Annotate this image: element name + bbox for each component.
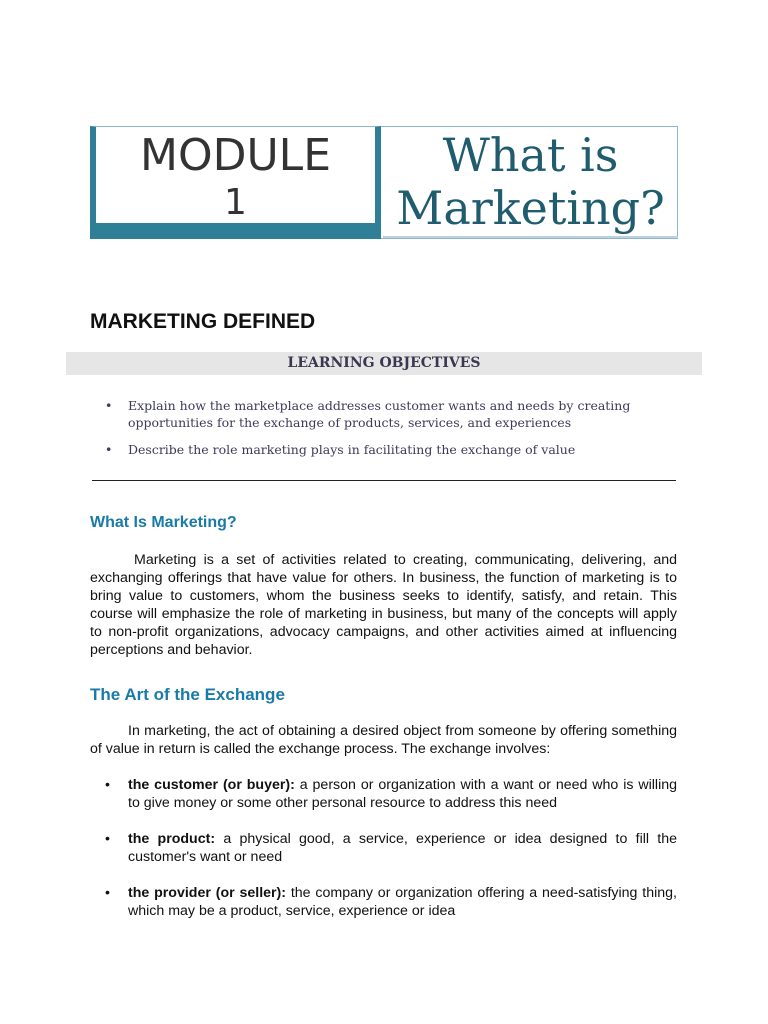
paragraph-marketing-definition: Marketing is a set of activities related to creating, communicating, delivering, and exchanging offerings that have value for others. In business, the function of marketing is to bring value to customers, whom the business seeks to identify, satisfy, and retain. This course will emphasize the role of marketing in business, but many of the concepts will apply to non-profit organizations, advocacy campaigns, and other activities aimed at influencing perceptions and behavior.: [90, 552, 677, 658]
list-item: • Explain how the marketplace addresses customer wants and needs by creating opportunities for the exchange of products, services, and experiences: [128, 397, 648, 431]
list-item-text: the company or organization offering a need-satisfying thing, which may be a product, service, experience or idea: [128, 885, 677, 919]
list-item-text: a person or organization with a want or need who is willing to give money or some other personal resource to address this need: [128, 777, 677, 811]
exchange-list: [128, 776, 677, 938]
learning-objectives-band: [66, 352, 702, 375]
list-item-text: a physical good, a service, experience or idea designed to fill the customer's want or need: [128, 831, 678, 865]
module-title-box: [383, 127, 678, 238]
module-label-box: [90, 126, 381, 239]
module-number: 1: [224, 182, 247, 223]
learning-objectives-list: [128, 397, 648, 468]
list-item: [128, 830, 677, 866]
subheading-what-is-marketing: What Is Marketing?: [90, 514, 237, 531]
list-item: [128, 776, 677, 812]
module-header: [90, 126, 678, 239]
module-word: MODULE: [140, 130, 331, 181]
list-item-term: the product:: [128, 831, 216, 847]
module-title-line-2: Marketing?: [396, 181, 665, 235]
list-item-term: the provider (or seller):: [128, 885, 286, 901]
section-heading: MARKETING DEFINED: [90, 310, 316, 333]
list-item: • Describe the role marketing plays in facilitating the exchange of value: [128, 441, 648, 458]
subheading-art-of-exchange: The Art of the Exchange: [90, 685, 285, 704]
divider: [92, 480, 676, 481]
list-item: [128, 884, 677, 920]
module-title-line-1: What is: [442, 128, 619, 182]
list-item-term: the customer (or buyer):: [128, 777, 295, 793]
learning-objectives-title: LEARNING OBJECTIVES: [287, 355, 481, 371]
paragraph-exchange-process: In marketing, the act of obtaining a desired object from someone by offering something of value in return is called the exchange process. The exchange involves:: [90, 723, 677, 757]
